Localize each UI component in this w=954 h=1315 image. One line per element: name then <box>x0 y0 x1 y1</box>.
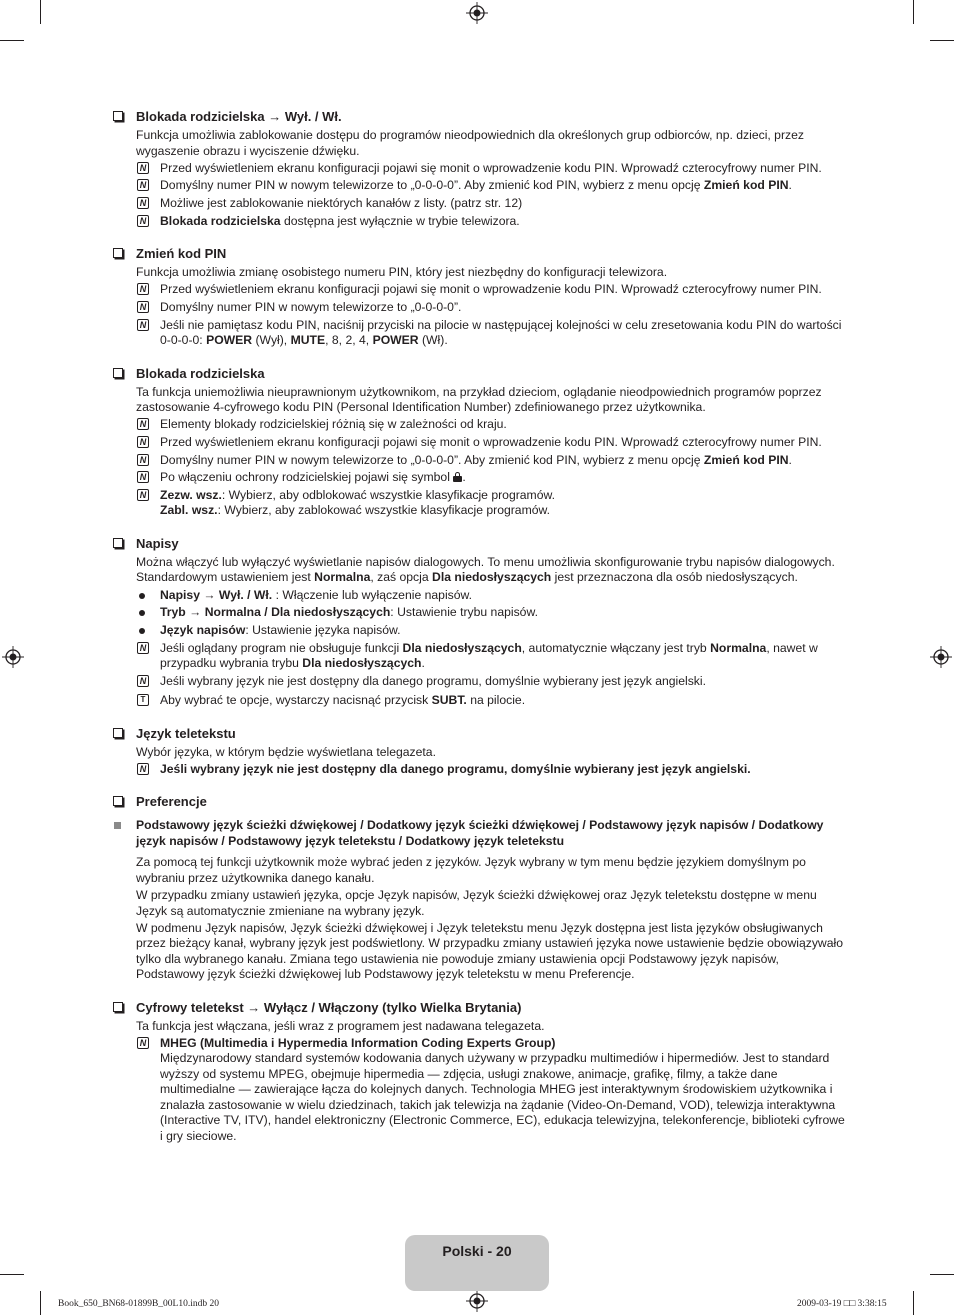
section-title: Preferencje <box>112 793 847 810</box>
note: N Przed wyświetleniem ekranu konfiguracji pojawi się monit o wprowadzenie kodu PIN. Wprowadź czterocyfrowy numer PIN. <box>112 282 847 298</box>
crop-mark <box>913 0 914 24</box>
list-item: Język napisów: Ustawienie języka napisów. <box>112 623 847 639</box>
section-paragraph: W przypadku zmiany ustawień języka, opcje Język napisów, Język ścieżki dźwiękowej oraz Język teletekstu dostępne w menu Język są automatycznie zmieniane na wybrany język. <box>136 888 817 918</box>
note-icon: N <box>137 763 149 775</box>
section-desc: Funkcja umożliwia zablokowanie dostępu do programów nieodpowiednich dla określonych grup odbiorców, np. dzieci, przez wygaszenie obrazu i wyciszenie dźwięku. <box>136 128 804 158</box>
t-icon: T <box>137 694 149 706</box>
note: N Po włączeniu ochrony rodzicielskiej pojawi się symbol . <box>112 470 847 486</box>
page-content <box>112 108 847 1160</box>
square-bullet-icon <box>114 822 121 829</box>
section-title: Blokada rodzicielska → Wył. / Wł. <box>112 108 847 125</box>
note-icon: N <box>137 489 149 501</box>
section-title: Język teletekstu <box>112 725 847 742</box>
note-icon: N <box>137 162 149 174</box>
checkbox-icon <box>113 796 123 806</box>
checkbox-icon <box>113 248 123 258</box>
note-icon: N <box>137 418 149 430</box>
crop-mark <box>930 1274 954 1275</box>
preference-item: Podstawowy język ścieżki dźwiękowej / Dodatkowy język ścieżki dźwiękowej / Podstawowy język napisów / Dodatkowy język napisów / Podstawowy język teletekstu / Dodatkowy język teletekstu <box>112 818 847 849</box>
section-title: Blokada rodzicielska <box>112 365 847 382</box>
note-icon: N <box>137 642 149 654</box>
note: N Jeśli wybrany język nie jest dostępny dla danego programu, domyślnie wybierany jest język angielski. <box>112 762 847 778</box>
note-icon: N <box>137 471 149 483</box>
footer-file-info: Book_650_BN68-01899B_00L10.indb 20 <box>58 1299 219 1309</box>
section-paragraph: W podmenu Język napisów, Język ścieżki dźwiękowej i Język teletekstu menu Język dostępna jest lista języków obsługiwanych przez bieżący kanał, wybrany język jest podświetlony. W przypadku zmiany ustawień języka nowe ustawienie będzie obowiązywało tylko dla wybranego kanału. Zmiana tego ustawienia nie powoduje zmiany ustawienia opcji Podstawowy język napisów, Podstawowy język ścieżki dźwiękowej lub Podstawowy język teletekstu w menu Preferencje. <box>136 920 843 982</box>
note: N Elementy blokady rodzicielskiej różnią się w zależności od kraju. <box>112 417 847 433</box>
note: N Przed wyświetleniem ekranu konfiguracji pojawi się monit o wprowadzenie kodu PIN. Wprowadź czterocyfrowy numer PIN. <box>112 435 847 451</box>
note-icon: N <box>137 436 149 448</box>
page-number-tab: Polski - 20 <box>405 1235 549 1291</box>
tip-note: T Aby wybrać te opcje, wystarczy nacisnąć przycisk SUBT. na pilocie. <box>112 693 847 709</box>
section-desc: Funkcja umożliwia zmianę osobistego numeru PIN, który jest niezbędny do konfiguracji telewizora. <box>136 265 668 280</box>
section-parental-lock <box>112 365 847 519</box>
section-parental-lock-toggle <box>112 108 847 229</box>
bullet-icon <box>139 593 145 599</box>
bullet-icon <box>139 628 145 634</box>
note: N Przed wyświetleniem ekranu konfiguracji pojawi się monit o wprowadzenie kodu PIN. Wprowadź czterocyfrowy numer PIN. <box>112 161 847 177</box>
crop-mark <box>0 40 24 41</box>
note: N Domyślny numer PIN w nowym telewizorze to „0-0-0-0”. <box>112 300 847 316</box>
section-title: Cyfrowy teletekst → Wyłącz / Włączony (tylko Wielka Brytania) <box>112 999 847 1016</box>
section-preferences <box>112 793 847 982</box>
checkbox-icon <box>113 368 123 378</box>
note: N Możliwe jest zablokowanie niektórych kanałów z listy. (patrz str. 12) <box>112 196 847 212</box>
registration-mark-icon <box>930 646 952 668</box>
note-icon: N <box>137 319 149 331</box>
crop-mark <box>913 1291 914 1315</box>
footer-timestamp: 2009-03-19 □□ 3:38:15 <box>797 1299 887 1309</box>
note-icon: N <box>137 301 149 313</box>
bullet-icon <box>139 610 145 616</box>
note-icon: N <box>137 197 149 209</box>
checkbox-icon <box>113 728 123 738</box>
section-change-pin <box>112 245 847 348</box>
section-desc: Ta funkcja jest włączana, jeśli wraz z programem jest nadawana telegazeta. <box>136 1018 545 1033</box>
note: N Jeśli nie pamiętasz kodu PIN, naciśnij przyciski na pilocie w następującej kolejności w celu zresetowania kodu PIN do wartości 0-0-0-0: POWER (Wył), MUTE, 8, 2, 4, POWER (Wł). <box>112 318 847 349</box>
section-teletext-language <box>112 725 847 778</box>
note-icon: N <box>137 675 149 687</box>
section-title: Napisy <box>112 535 847 552</box>
crop-mark <box>40 0 41 24</box>
section-subtitles <box>112 535 847 709</box>
note: N Domyślny numer PIN w nowym telewizorze to „0-0-0-0”. Aby zmienić kod PIN, wybierz z menu opcję Zmień kod PIN. <box>112 178 847 194</box>
section-desc: Można włączyć lub wyłączyć wyświetlanie napisów dialogowych. To menu umożliwia skonfigurowanie trybu napisów dialogowych. Standardowym ustawieniem jest Normalna, zaś opcja Dla niedosłyszących jest przeznaczona dla osób niedosłyszących. <box>136 554 835 585</box>
note: N Jeśli oglądany program nie obsługuje funkcji Dla niedosłyszących, automatycznie włączany jest tryb Normalna, nawet w przypadku wybrania trybu Dla niedosłyszących. <box>112 641 847 672</box>
section-desc: Ta funkcja uniemożliwia nieuprawnionym użytkownikom, na przykład dzieciom, oglądanie nieodpowiednich programów poprzez zastosowanie 4-cyfrowego kodu PIN (Personal Identification Number) zdefiniowanego przez użytkownika. <box>136 384 822 415</box>
note: N Jeśli wybrany język nie jest dostępny dla danego programu, domyślnie wybierany jest język angielski. <box>112 674 847 690</box>
list-item: Napisy → Wył. / Wł. : Włączenie lub wyłączenie napisów. <box>112 588 847 604</box>
lock-icon <box>453 472 462 482</box>
checkbox-icon <box>113 111 123 121</box>
note: N Zezw. wsz.: Wybierz, aby odblokować wszystkie klasyfikacje programów. Zabl. wsz.: Wybierz, aby zablokować wszystkie klasyfikacje programów. <box>112 488 847 519</box>
crop-mark <box>40 1291 41 1315</box>
list-item: Tryb → Normalna / Dla niedosłyszących: Ustawienie trybu napisów. <box>112 605 847 621</box>
note: N Domyślny numer PIN w nowym telewizorze to „0-0-0-0”. Aby zmienić kod PIN, wybierz z menu opcję Zmień kod PIN. <box>112 453 847 469</box>
checkbox-icon <box>113 1002 123 1012</box>
note-icon: N <box>137 179 149 191</box>
section-paragraph: Za pomocą tej funkcji użytkownik może wybrać jeden z języków. Język wybrany w tym menu będzie językiem domyślnym po wybraniu przez użytkownika danego kanału. <box>136 855 806 885</box>
note-icon: N <box>137 215 149 227</box>
note: N Blokada rodzicielska dostępna jest wyłącznie w trybie telewizora. <box>112 214 847 230</box>
crop-mark <box>930 40 954 41</box>
section-title: Zmień kod PIN <box>112 245 847 262</box>
note-icon: N <box>137 283 149 295</box>
note-icon: N <box>137 1037 149 1049</box>
checkbox-icon <box>113 538 123 548</box>
note: N MHEG (Multimedia i Hypermedia Information Coding Experts Group) Międzynarodowy standard systemów kodowania danych używany w przypadku multimediów i hipermediów. Jest to standard wyższy od systemu MPEG, obejmuje hipermedia — zdjęcia, usługi znakowe, animacje, grafikę, filmy, a także dane multimedialne — zawierające łącza do kolejnych danych. Technologia MHEG jest interaktywnym środowiskiem użytkownika i znalazła zastosowanie w wielu dziedzinach, takich jak telewizja na żądanie (Video-On-Demand, VOD), telewizja interaktywna (Interactive TV, ITV), handel elektroniczny (Electronic Commerce, EC), edukacja telewizyjna, telekonferencje, biblioteki cyfrowe i gry sieciowe. <box>112 1036 847 1145</box>
section-digital-teletext <box>112 999 847 1145</box>
registration-mark-icon <box>466 1290 488 1312</box>
registration-mark-icon <box>2 646 24 668</box>
crop-mark <box>0 1274 24 1275</box>
note-icon: N <box>137 454 149 466</box>
registration-mark-icon <box>466 2 488 24</box>
section-desc: Wybór języka, w którym będzie wyświetlana telegazeta. <box>136 744 436 759</box>
